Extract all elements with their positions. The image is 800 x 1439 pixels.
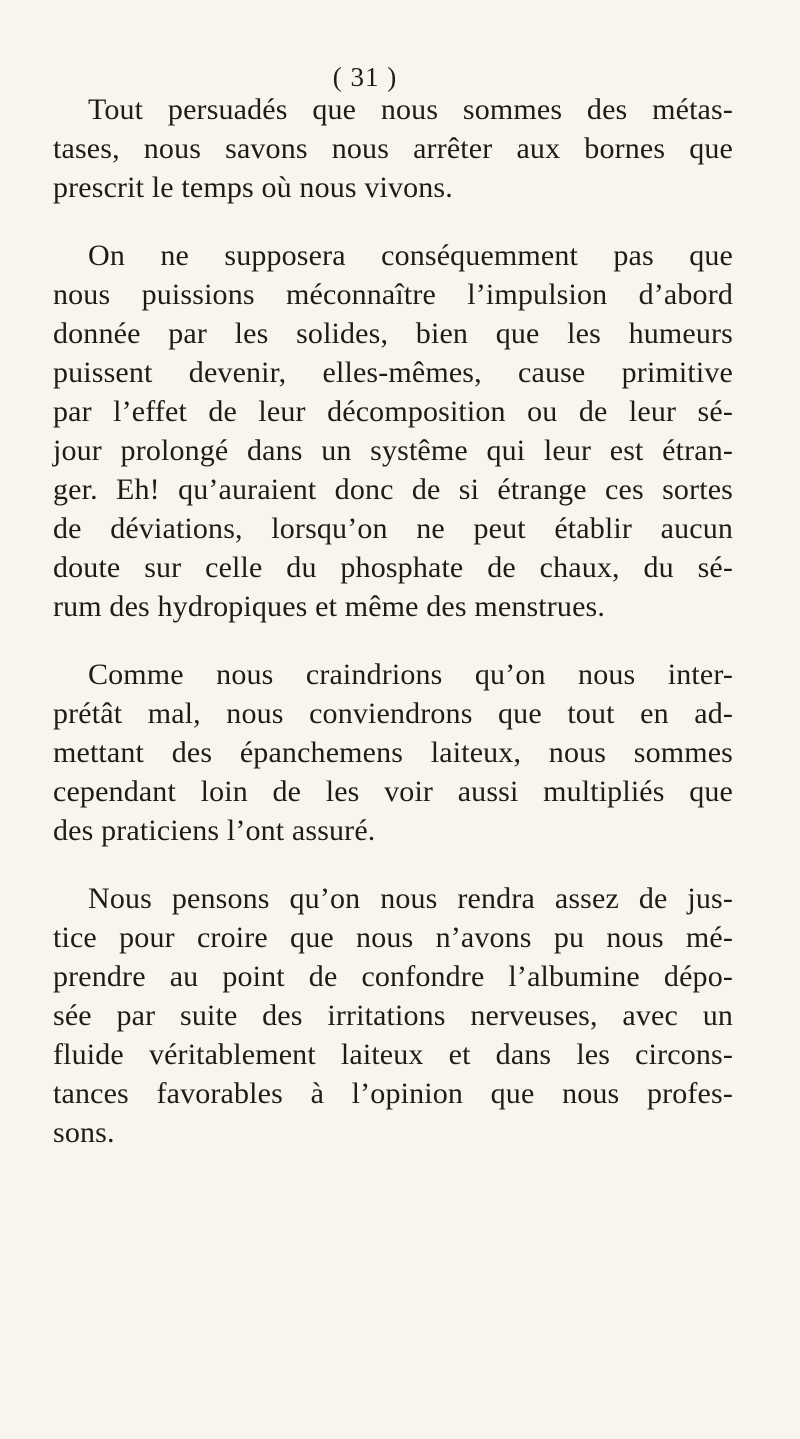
text-line: prescrit le temps où nous vivons. bbox=[53, 171, 453, 204]
paragraph-2 bbox=[53, 236, 733, 626]
paragraph-gap bbox=[53, 207, 733, 236]
text-line: par l’effet de leur décomposition ou de leur sé- bbox=[53, 395, 733, 428]
paragraph-gap bbox=[53, 850, 733, 879]
text-line: sée par suite des irritations nerveuses, avec un bbox=[53, 999, 733, 1032]
paragraph-1 bbox=[53, 90, 733, 207]
text-line: tases, nous savons nous arrêter aux bornes que bbox=[53, 132, 733, 165]
text-line: des praticiens l’ont assuré. bbox=[53, 814, 376, 847]
text-line: prétât mal, nous conviendrons que tout en ad- bbox=[53, 697, 733, 730]
text-line: Tout persuadés que nous sommes des métas- bbox=[88, 93, 733, 126]
text-line: On ne supposera conséquemment pas que bbox=[88, 239, 733, 272]
text-line: puissent devenir, elles-mêmes, cause primitive bbox=[53, 356, 733, 389]
text-line: Comme nous craindrions qu’on nous inter- bbox=[88, 658, 733, 691]
paragraph-gap bbox=[53, 626, 733, 655]
text-line: cependant loin de les voir aussi multipliés que bbox=[53, 775, 733, 808]
page-number: ( 31 ) bbox=[332, 62, 398, 92]
text-line: fluide véritablement laiteux et dans les circons- bbox=[53, 1038, 733, 1071]
text-line: jour prolongé dans un systême qui leur est étran- bbox=[53, 434, 733, 467]
text-line: doute sur celle du phosphate de chaux, du sé- bbox=[53, 551, 733, 584]
text-line: tice pour croire que nous n’avons pu nous mé- bbox=[53, 921, 733, 954]
text-line: nous puissions méconnaître l’impulsion d’abord bbox=[53, 278, 733, 311]
text-line: donnée par les solides, bien que les humeurs bbox=[53, 317, 733, 350]
text-line: rum des hydropiques et même des menstrues. bbox=[53, 590, 606, 623]
paragraph-3 bbox=[53, 655, 733, 850]
text-line: de déviations, lorsqu’on ne peut établir aucun bbox=[53, 512, 733, 545]
text-line: sons. bbox=[53, 1116, 115, 1149]
text-line: Nous pensons qu’on nous rendra assez de jus- bbox=[88, 882, 733, 915]
text-line: mettant des épanchemens laiteux, nous sommes bbox=[53, 736, 733, 769]
text-line: ger. Eh! qu’auraient donc de si étrange ces sortes bbox=[53, 473, 733, 506]
text-line: tances favorables à l’opinion que nous profes- bbox=[53, 1077, 733, 1110]
main-text bbox=[53, 90, 733, 1152]
paragraph-4 bbox=[53, 879, 733, 1152]
text-line: prendre au point de confondre l’albumine dépo- bbox=[53, 960, 733, 993]
